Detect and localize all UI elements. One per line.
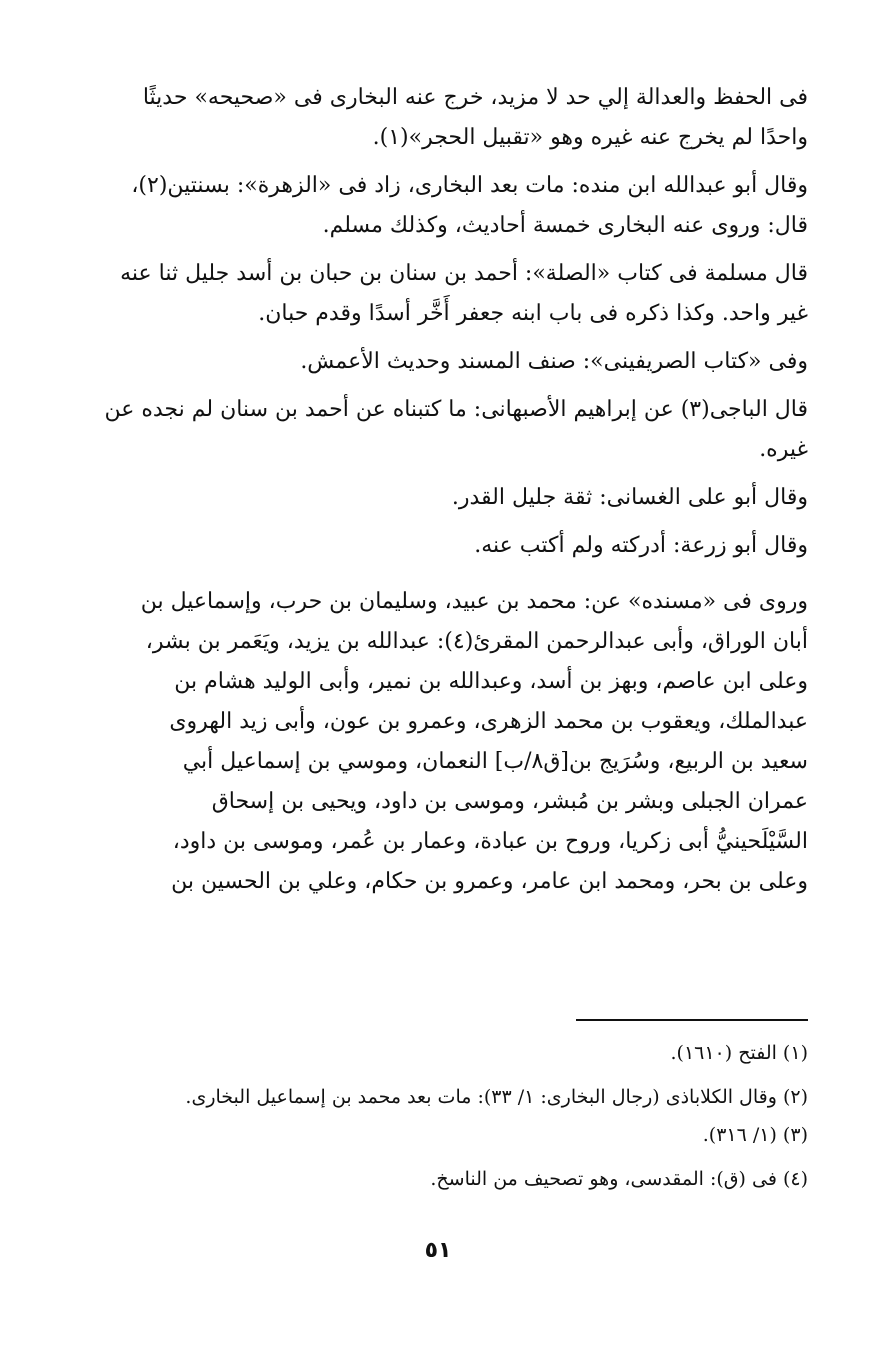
footnote-4: (٤) فى (ق): المقدسى، وهو تصحيف من الناسخ. bbox=[430, 1168, 808, 1190]
text-line: غيره. bbox=[759, 437, 808, 462]
text-line: أبان الوراق، وأبى عبدالرحمن المقرئ(٤): عبدالله بن يزيد، ويَعَمر بن بشر، bbox=[145, 629, 808, 654]
text-line: قال مسلمة فى كتاب «الصلة»: أحمد بن سنان بن حبان بن أسد جليل ثنا عنه bbox=[120, 261, 808, 286]
paragraph-3 bbox=[98, 254, 808, 334]
footnote-separator bbox=[576, 1019, 808, 1021]
paragraph-7 bbox=[98, 526, 808, 566]
text-line: وقال أبو عبدالله ابن منده: مات بعد البخارى، زاد فى «الزهرة»: بسنتين(٢)، bbox=[131, 173, 808, 198]
page-number: ٥١ bbox=[424, 1238, 452, 1263]
paragraph-8 bbox=[98, 582, 808, 902]
paragraph-6 bbox=[98, 478, 808, 518]
text-line: وعلى ابن عاصم، وبهز بن أسد، وعبدالله بن نمير، وأبى الوليد هشام بن bbox=[174, 669, 808, 694]
text-line: وقال أبو زرعة: أدركته ولم أكتب عنه. bbox=[474, 533, 808, 558]
text-line: سعيد بن الربيع، وسُرَيج بن[ق٨/ب] النعمان، وموسي بن إسماعيل أبي bbox=[182, 749, 808, 774]
footnotes bbox=[98, 1036, 808, 1206]
text-line: غير واحد. وكذا ذكره فى باب ابنه جعفر أَخَّر أسدًا وقدم حبان. bbox=[258, 301, 808, 326]
text-line: عبدالملك، ويعقوب بن محمد الزهرى، وعمرو بن عون، وأبى زيد الهروى bbox=[169, 709, 808, 734]
text-line: قال: وروى عنه البخارى خمسة أحاديث، وكذلك مسلم. bbox=[322, 213, 808, 238]
text-line: عمران الجبلى وبشر بن مُبشر، وموسى بن داود، ويحيى بن إسحاق bbox=[211, 789, 808, 814]
paragraph-4 bbox=[98, 342, 808, 382]
paragraph-1 bbox=[98, 78, 808, 158]
paragraph-spacer bbox=[98, 574, 808, 582]
text-line: واحدًا لم يخرج عنه غيره وهو «تقبيل الحجر»(١). bbox=[372, 125, 808, 150]
paragraph-5 bbox=[98, 390, 808, 470]
text-line: وفى «كتاب الصريفينى»: صنف المسند وحديث الأعمش. bbox=[300, 349, 808, 374]
footnote-1: (١) الفتح (١٦١٠). bbox=[670, 1042, 808, 1064]
text-line: قال الباجى(٣) عن إبراهيم الأصبهانى: ما كتبناه عن أحمد بن سنان لم نجده عن bbox=[104, 397, 808, 422]
text-line: وقال أبو على الغسانى: ثقة جليل القدر. bbox=[451, 485, 808, 510]
footnote-3: (٣) (١/ ٣١٦). bbox=[702, 1124, 808, 1146]
text-line: وروى فى «مسنده» عن: محمد بن عبيد، وسليمان بن حرب، وإسماعيل بن bbox=[140, 589, 808, 614]
text-line: فى الحفظ والعدالة إلي حد لا مزيد، خرج عنه البخارى فى «صحيحه» حديثًا bbox=[142, 85, 808, 110]
footnote-2: (٢) وقال الكلاباذى (رجال البخارى: ١/ ٣٣): مات بعد محمد بن إسماعيل البخارى. bbox=[185, 1086, 808, 1108]
text-line: وعلى بن بحر، ومحمد ابن عامر، وعمرو بن حكام، وعلي بن الحسين بن bbox=[171, 869, 808, 894]
paragraph-2 bbox=[98, 166, 808, 246]
text-line: السَّيْلَحينيُّ أبى زكريا، وروح بن عبادة، وعمار بن عُمر، وموسى بن داود، bbox=[172, 829, 808, 854]
